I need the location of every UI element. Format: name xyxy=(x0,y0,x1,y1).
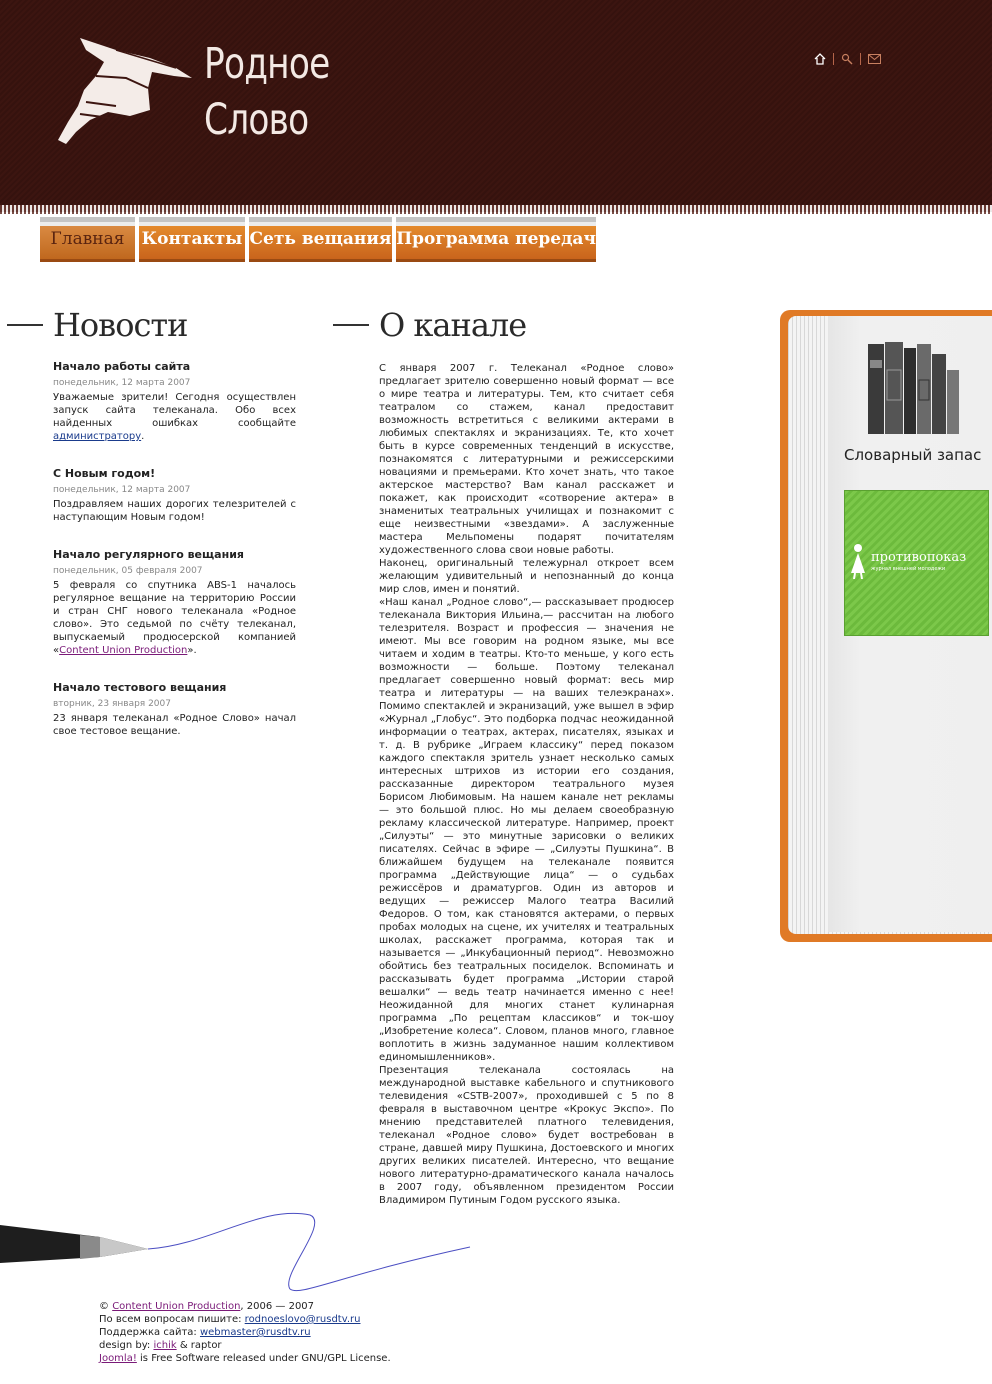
news-heading xyxy=(7,306,187,344)
about-heading-text: О канале xyxy=(379,306,527,344)
logo-line-2: Слово xyxy=(204,95,309,145)
top-icon-bar xyxy=(814,53,881,65)
news-text: Уважаемые зрители! Сегодня осуществлен запуск сайта телеканала. Обо всех найденных ошибках сообщайте администратору. xyxy=(53,392,296,442)
about-paragraph: Наконец, оригинальный тележурнал откроет всем желающим удивительный и непознанный до конца мир слов, имен и понятий. xyxy=(379,558,674,595)
support-email-link[interactable]: webmaster@rusdtv.ru xyxy=(199,1327,311,1338)
nav-item-program-schedule[interactable]: Программа передач xyxy=(396,217,596,262)
news-date: понедельник, 12 марта 2007 xyxy=(53,485,191,495)
news-text: Поздравляем наших дорогих телезрителей с наступающим Новым годом! xyxy=(53,499,296,523)
main-nav xyxy=(40,217,596,262)
banner-title: противопоказ xyxy=(871,550,967,565)
news-date: понедельник, 12 марта 2007 xyxy=(53,378,191,388)
news-item xyxy=(53,548,296,657)
header-fringe xyxy=(0,205,992,214)
books-stack-icon[interactable] xyxy=(866,340,962,436)
news-title[interactable]: Начало работы сайта xyxy=(53,360,191,373)
logo-wordmark[interactable] xyxy=(204,36,329,148)
footer-copyright: © Content Union Production, 2006 — 2007 xyxy=(99,1301,315,1312)
footer-support: Поддержка сайта: webmaster@rusdtv.ru xyxy=(99,1327,311,1338)
content-union-link[interactable]: Content Union Production xyxy=(59,645,188,656)
footer-design: design by: ichik & raptor xyxy=(99,1340,222,1351)
mail-icon[interactable] xyxy=(868,54,881,64)
news-title[interactable]: С Новым годом! xyxy=(53,467,156,480)
banner-logo xyxy=(849,543,966,579)
nav-item-contacts[interactable]: Контакты xyxy=(139,217,245,262)
nav-item-broadcast-network[interactable]: Сеть вещания xyxy=(249,217,392,262)
about-heading xyxy=(333,306,526,344)
site-footer xyxy=(99,1300,391,1365)
hand-quill-logo-icon[interactable] xyxy=(56,32,196,148)
news-date: вторник, 23 января 2007 xyxy=(53,699,171,709)
news-item xyxy=(53,681,296,738)
about-text xyxy=(379,362,674,1207)
news-title[interactable]: Начало регулярного вещания xyxy=(53,548,244,561)
admin-link[interactable]: администратору xyxy=(53,431,142,442)
fountain-pen-icon xyxy=(0,1205,480,1295)
news-list xyxy=(53,360,296,758)
search-icon[interactable] xyxy=(841,53,853,65)
news-text: 23 января телеканал «Родное Слово» начал свое тестовое вещание. xyxy=(53,713,296,737)
footer-questions: По всем вопросам пишите: rodnoeslovo@rusdtv.ru xyxy=(99,1314,361,1325)
about-paragraph: Презентация телеканала состоялась на международной выставке кабельного и спутникового телевидения «CSTB-2007», проходившей с 5 по 8 февраля в выставочном центре «Крокус Экспо». По мнению представителей платного телевидения, телеканал «Родное слово» будет востребован в стране, давшей миру Пушкина, Достоевского и многих других великих писателей. Интересно, что вещание нового литературно-драматического канала началось в 2007 году, объявленном президентом России Владимиром Путиным Годом русского языка. xyxy=(379,1065,674,1206)
heading-dash xyxy=(7,324,43,326)
home-icon[interactable] xyxy=(814,53,826,65)
about-paragraph: «Наш канал „Родное слово“,— рассказывает продюсер телеканала Виктория Ильина,— рассчитан на любого телезрителя. Возраст и профессия — значения не имеют. Мы все говорим на родном языке, мы все читаем и ходим в театры. Кто-то меньше, у кого есть возможности — больше. Поэтому телеканал предлагает совершенно новый формат: весь мир театра и литературы — на ваших телеэкранах». Помимо спектаклей и экранизаций, уже вышел в эфир «Журнал „Глобус“. Это подборка подчас неожиданной информации о театрах, актерах, писателях, языках и т. д. В рубрике „Играем классику“ перед показом каждого спектакля зритель узнает несколько самых интересных штрихов из истории его создания, рассказанные директором театрального музея Борисом Любимовым. На нашем канале нет рекламы — это большой плюс. Но мы делаем своеобразную рекламу классической литературе. Например, проект „Силуэты“ — это минутные зарисовки о великих писателях. Сейчас в эфире — „Силуэты Пушкина“. В ближайшем будущем на телеканале появится программа „Действующие лица“ — о судьбах режиссёров и драматургов. Один из авторов и ведущих — режиссер Малого театра Василий Федоров. О том, как становятся актерами, о первых пробах молодых на сцене, их учителях и театральных школах, расскажет программа, которая так и называется — „Инкубационный период“. Невозможно обойтись без театральных посиделок. Вспоминать и рассказывать будет программа „Истории старой вешалки“ — ведь театр начинается именно с нее! Неожиданной для многих станет кулинарная программа „По рецептам классиков“ и ток-шоу „Изобретение колеса“. Словом, планов много, главное воплотить в жизнь задуманное нашим коллективом единомышленников». xyxy=(379,597,674,1063)
divider xyxy=(833,53,834,65)
logo-line-1: Родное xyxy=(204,39,330,89)
joomla-link[interactable]: Joomla! xyxy=(99,1353,137,1364)
news-title[interactable]: Начало тестового вещания xyxy=(53,681,227,694)
news-heading-text: Новости xyxy=(53,306,188,344)
protivopokaz-banner[interactable] xyxy=(844,490,989,636)
news-item xyxy=(53,360,296,443)
site-header xyxy=(0,0,992,212)
vocabulary-caption[interactable]: Словарный запас xyxy=(844,446,982,464)
nav-item-home[interactable]: Главная xyxy=(40,217,135,262)
news-text: 5 февраля со спутника ABS-1 началось регулярное вещание на территорию России и стран СНГ нового телеканала «Родное слово». Это седьмой по счёту телеканал, выпускаемый продюсерской компанией «Content Union Production». xyxy=(53,580,296,656)
questions-email-link[interactable]: rodnoeslovo@rusdtv.ru xyxy=(244,1314,361,1325)
footer-company-link[interactable]: Content Union Production xyxy=(112,1301,241,1312)
news-item xyxy=(53,467,296,524)
heading-dash xyxy=(333,324,369,326)
about-paragraph: С января 2007 г. Телеканал «Родное слово» предлагает зрителю совершенно новый формат — все о мире театра и литературы. Тем, кто считает себя театралом со стажем, канал предоставит возможность встретиться с великими актерами в любимых спектаклях и экранизациях. Те, кто хочет быть в курсе современных тенденций в искусстве, познакомятся с литературными и режиссерскими новациями и премьерами. Кто хочет знать, что такое актерское мастерство? Вам канал расскажет и покажет, как происходит «сотворение актера» в знаменитых театральных училищах и познакомит с еще неизвестными «звездами». А заслуженные мастера Мельпомены подарят почитателям художественного слова свои новые работы. xyxy=(379,363,674,556)
news-date: понедельник, 05 февраля 2007 xyxy=(53,566,203,576)
designer-link[interactable]: ichik xyxy=(153,1340,177,1351)
banner-subtitle: журнал внешней молодежи xyxy=(871,566,946,572)
sidebar-book xyxy=(778,310,992,943)
footer-joomla: Joomla! is Free Software released under GNU/GPL License. xyxy=(99,1353,391,1364)
divider xyxy=(860,53,861,65)
figure-icon xyxy=(849,543,867,579)
